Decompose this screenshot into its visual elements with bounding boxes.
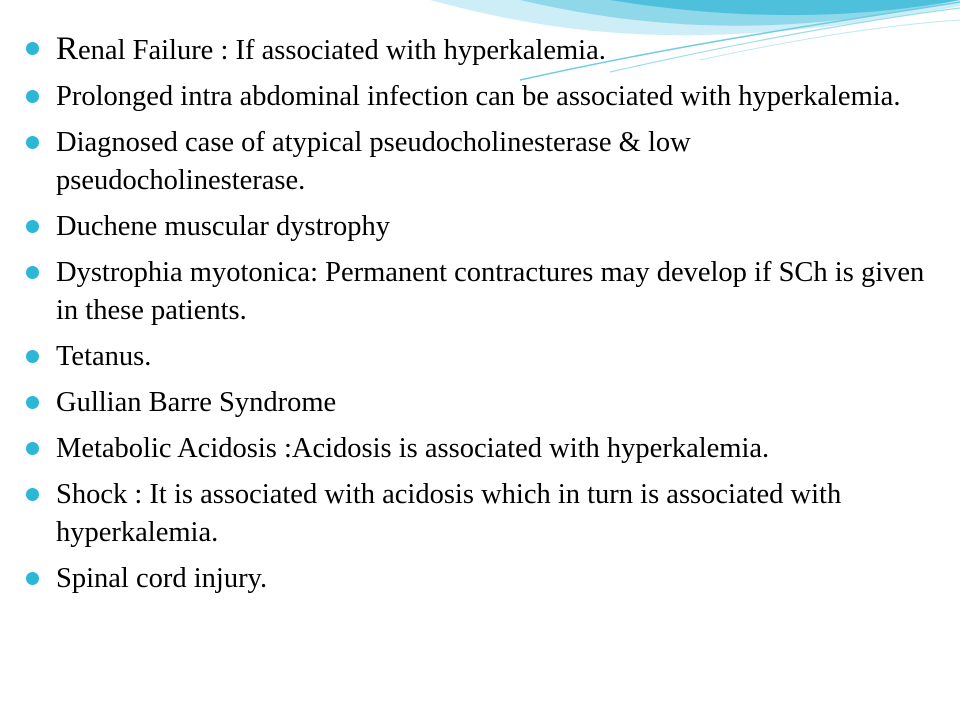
list-item xyxy=(26,254,936,330)
item-text: Duchene muscular dystrophy xyxy=(56,211,390,242)
list-item xyxy=(26,338,936,376)
item-text: Metabolic Acidosis :Acidosis is associated with hyperkalemia. xyxy=(56,433,770,464)
item-text: Spinal cord injury. xyxy=(56,563,268,594)
bullet-list xyxy=(26,30,936,606)
list-item xyxy=(26,476,936,552)
list-item xyxy=(26,560,936,598)
list-item xyxy=(26,384,936,422)
bullet-icon xyxy=(26,42,39,55)
item-text: Prolonged intra abdominal infection can be associated with hyperkalemia. xyxy=(56,81,901,112)
drop-letter: R xyxy=(56,31,79,67)
item-text: Diagnosed case of atypical pseudocholinesterase & low pseudocholinesterase. xyxy=(56,127,691,196)
bullet-icon xyxy=(26,572,39,585)
bullet-icon xyxy=(26,442,39,455)
item-text: Dystrophia myotonica: Permanent contractures may develop if SCh is given in these patients. xyxy=(56,257,925,326)
list-item xyxy=(26,208,936,246)
item-text: Shock : It is associated with acidosis which in turn is associated with hyperkalemia. xyxy=(56,479,842,548)
list-item xyxy=(26,430,936,468)
bullet-icon xyxy=(26,90,39,103)
item-text: enal Failure : If associated with hyperkalemia. xyxy=(78,35,606,66)
bullet-icon xyxy=(26,350,39,363)
item-text: Gullian Barre Syndrome xyxy=(56,387,337,418)
bullet-icon xyxy=(26,220,39,233)
bullet-icon xyxy=(26,488,39,501)
item-text: Tetanus. xyxy=(56,341,152,372)
list-item xyxy=(26,124,936,200)
list-item xyxy=(26,78,936,116)
bullet-icon xyxy=(26,396,39,409)
bullet-icon xyxy=(26,136,39,149)
bullet-icon xyxy=(26,266,39,279)
list-item xyxy=(26,30,936,70)
